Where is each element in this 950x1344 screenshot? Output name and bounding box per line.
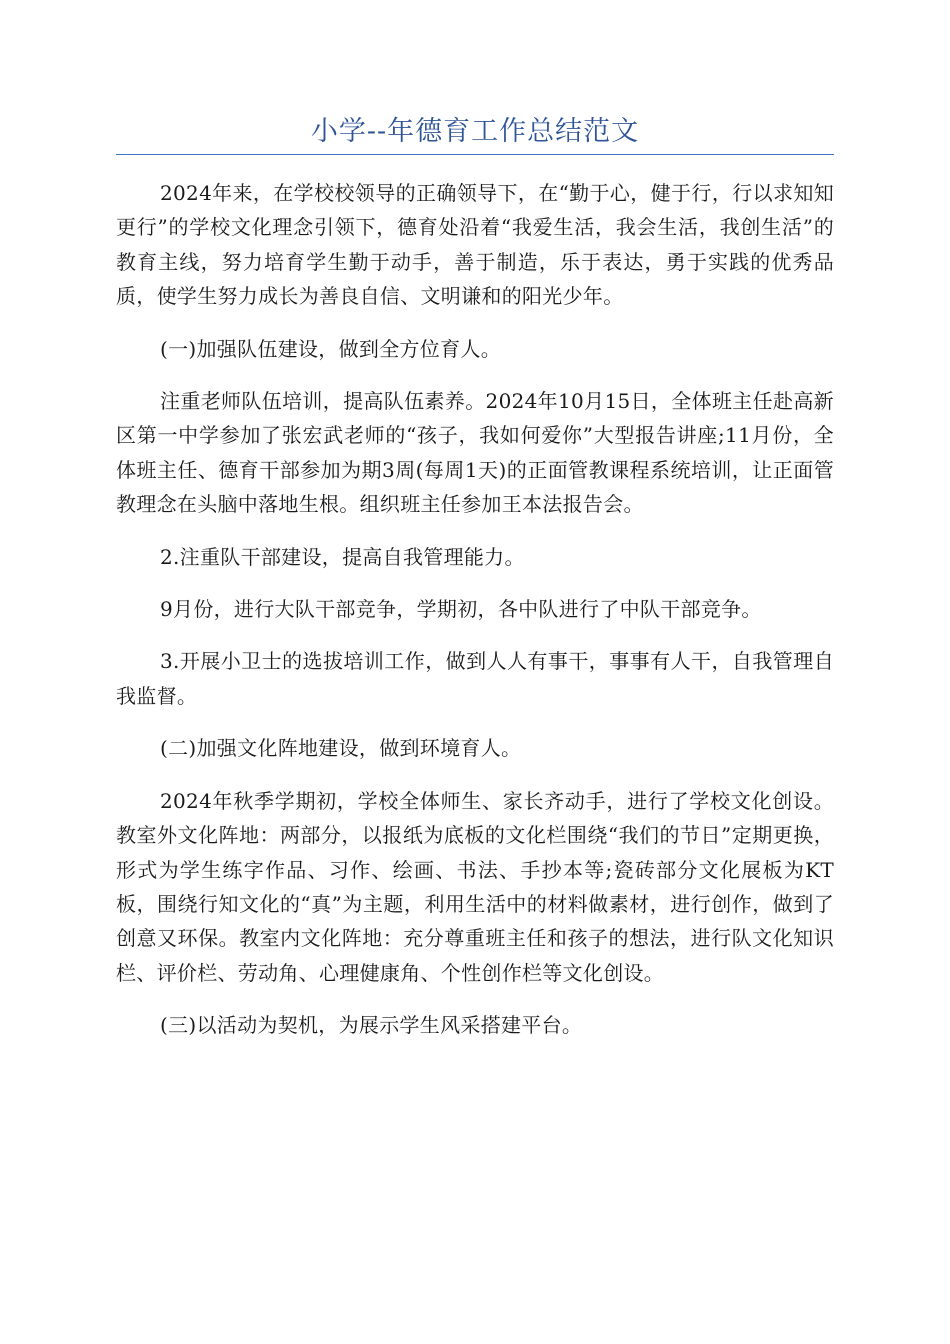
section-heading-3: (三)以活动为契机，为展示学生风采搭建平台。: [160, 1013, 583, 1038]
section-heading-1: (一)加强队伍建设，做到全方位育人。: [160, 336, 502, 361]
paragraph-culture-setup: 2024年秋季学期初，学校全体师生、家长齐动手，进行了学校文化创设。教室外文化阵地：两部分，以报纸为底板的文化栏围绕“我们的节日”定期更换，形式为学生练字作品、习作、绘画、书法、手抄本等;瓷砖部分文化展板为KT板，围绕行知文化的“真”为主题，利用生活中的材料做素材，进行创作，做到了创意又环保。教室内文化阵地：充分尊重班主任和孩子的想法，进行队文化知识栏、评价栏、劳动角、心理健康角、个性创作栏等文化创设。: [116, 788, 834, 985]
section-heading-2: (二)加强文化阵地建设，做到环境育人。: [160, 736, 522, 761]
paragraph-cadre-election: 9月份，进行大队干部竞争，学期初，各中队进行了中队干部竞争。: [160, 597, 762, 622]
title-underline: [116, 154, 834, 155]
paragraph-teacher-training: 注重老师队伍培训，提高队伍素养。2024年10月15日，全体班主任赴高新区第一中学参加了张宏武老师的“孩子，我如何爱你”大型报告讲座;11月份，全体班主任、德育干部参加为期3周(每周1天)的正面管教课程系统培训，让正面管教理念在头脑中落地生根。组织班主任参加王本法报告会。: [116, 389, 834, 517]
document-body: [116, 176, 834, 1061]
subheading-3: 3.开展小卫士的选拔培训工作，做到人人有事干，事事有人干，自我管理自我监督。: [116, 649, 834, 708]
paragraph-intro: 2024年来，在学校校领导的正确领导下，在“勤于心，健于行，行以求知知更行”的学校文化理念引领下，德育处沿着“我爱生活，我会生活，我创生活”的教育主线，努力培育学生勤于动手，善于制造，乐于表达，勇于实践的优秀品质，使学生努力成长为善良自信、文明谦和的阳光少年。: [116, 181, 834, 309]
document-title: 小学--年德育工作总结范文: [310, 116, 640, 147]
subheading-2: 2.注重队干部建设，提高自我管理能力。: [160, 544, 525, 569]
